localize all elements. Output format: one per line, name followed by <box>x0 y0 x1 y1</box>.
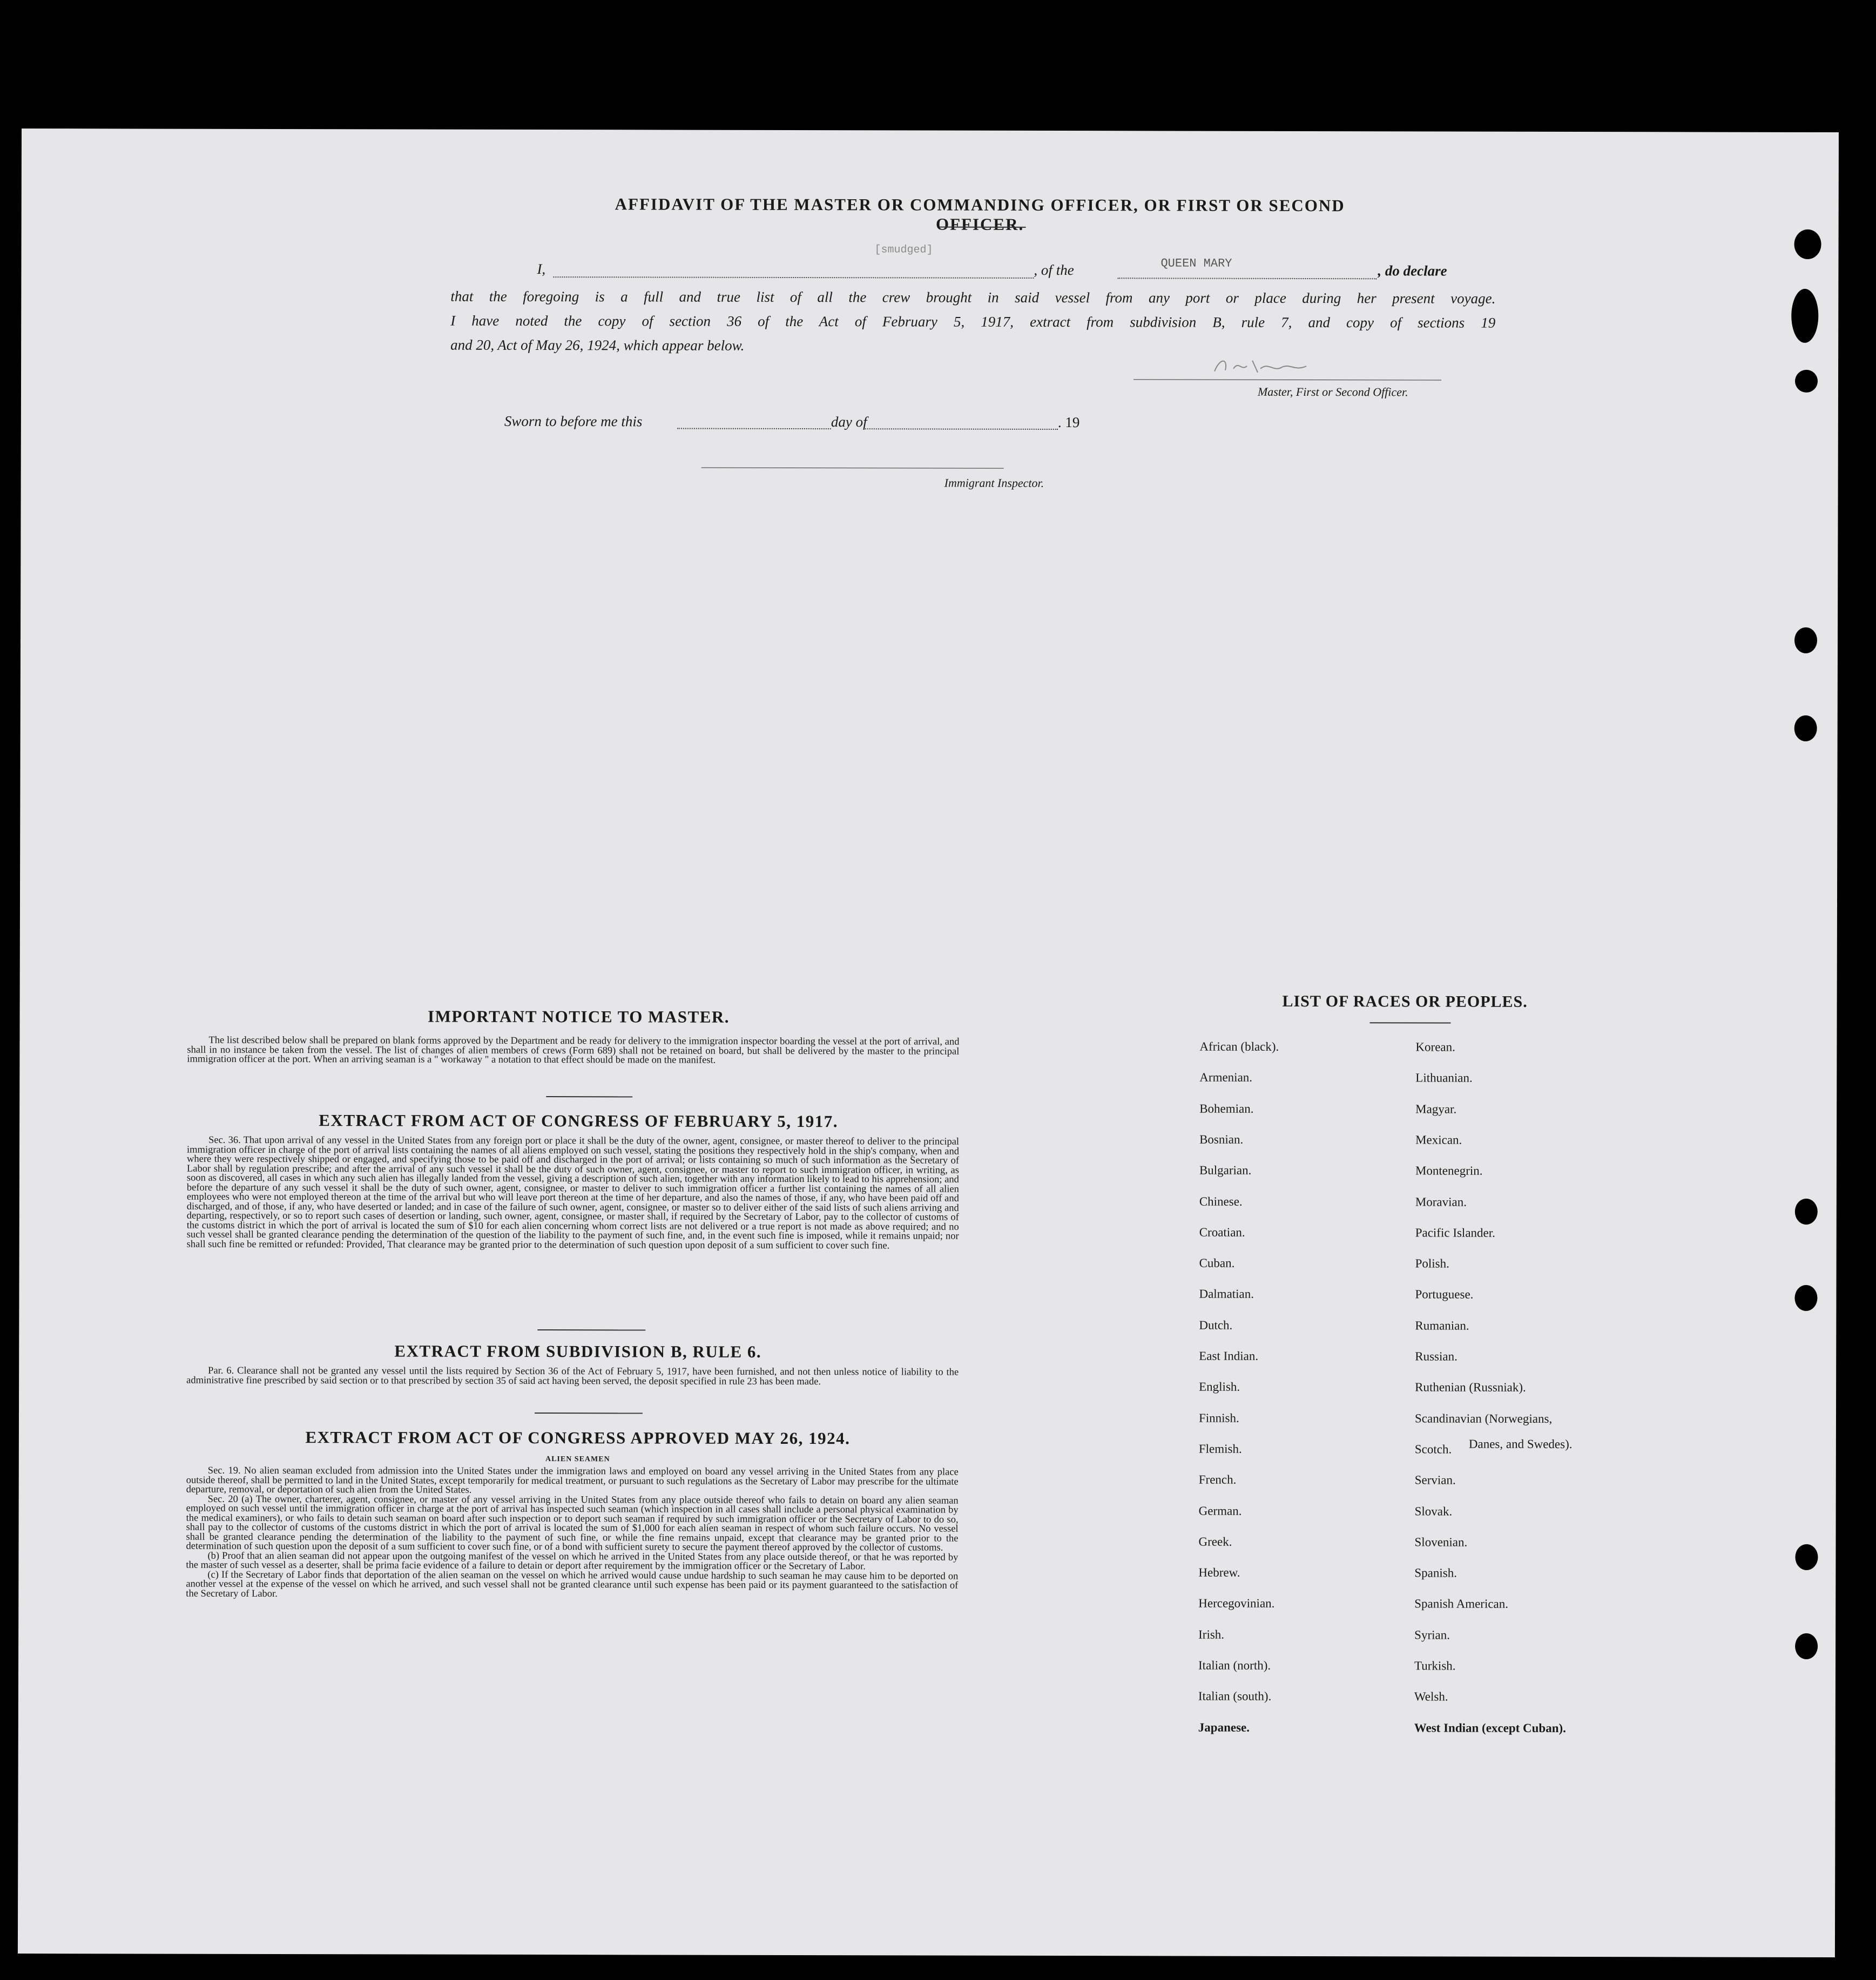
binder-hole <box>1795 1544 1818 1570</box>
race-item: Rumanian. <box>1415 1319 1469 1333</box>
race-item: Bulgarian. <box>1199 1163 1252 1177</box>
race-item: Welsh. <box>1414 1690 1448 1704</box>
race-item: German. <box>1198 1504 1242 1518</box>
race-item: West Indian (except Cuban). <box>1414 1721 1566 1735</box>
extract-1917-heading: EXTRACT FROM ACT OF CONGRESS OF FEBRUARY 5, 1917. <box>319 1111 839 1131</box>
race-item: Slovenian. <box>1414 1535 1468 1549</box>
extract-1924-heading: EXTRACT FROM ACT OF CONGRESS APPROVED MAY 26, 1924. <box>305 1428 851 1448</box>
vessel-line <box>1117 278 1376 279</box>
race-item: Mexican. <box>1415 1133 1462 1147</box>
declaration-text <box>450 285 1495 360</box>
race-item: Cuban. <box>1199 1256 1235 1270</box>
i-label: I, <box>537 260 546 278</box>
race-item: Armenian. <box>1199 1070 1253 1085</box>
name-line <box>553 276 1034 279</box>
race-item: Turkish. <box>1414 1659 1456 1673</box>
extract-1924-text <box>186 1467 959 1600</box>
notice-divider <box>546 1096 632 1097</box>
race-item: Spanish American. <box>1414 1597 1509 1611</box>
declaration-line-1: that the foregoing is a full and true list of all the crew brought in said vessel from any port or place during her present voyage. <box>450 288 1496 307</box>
sec-20c-text: (c) If the Secretary of Labor finds that deportation of the alien seaman on the vessel on which he arrived would cause undue hardship to such seaman he may cause him to be deported on another vessel at the expense of the vessel on which he arrived, and such vessel shall not be granted clearance until such expense has been paid or its payment guaranteed to the satisfaction of the Secretary of Labor. <box>186 1569 959 1599</box>
notice-heading: IMPORTANT NOTICE TO MASTER. <box>427 1006 730 1026</box>
race-item: East Indian. <box>1199 1349 1259 1363</box>
race-item: Portuguese. <box>1415 1287 1474 1302</box>
subdivision-b-heading: EXTRACT FROM SUBDIVISION B, RULE 6. <box>394 1341 762 1361</box>
race-item: Italian (south). <box>1198 1689 1272 1704</box>
race-item: Pacific Islander. <box>1415 1226 1495 1240</box>
race-item: Scandinavian (Norwegians, <box>1414 1411 1553 1425</box>
sworn-day-line <box>677 428 831 430</box>
master-name-stamp: [smudged] <box>874 244 933 256</box>
race-scandinavian-cont: Danes, and Swedes). <box>1468 1437 1573 1451</box>
race-item: Spanish. <box>1414 1566 1457 1580</box>
races-right-column <box>22 129 1839 132</box>
binder-hole <box>1795 370 1818 393</box>
binder-hole <box>1794 229 1821 259</box>
race-item: Greek. <box>1198 1535 1232 1549</box>
inspector-signature-line <box>701 468 1004 469</box>
sec-20b-text: (b) Proof that an alien seaman did not appear upon the outgoing manifest of the vessel on which he arrived in the United States from any place outside thereof, or that he was reported by the master of such vessel as a deserter, shall be prima facie evidence of a failure to detain or deport after requirement by the immigration officer or the Secretary of Labor. <box>186 1550 959 1572</box>
sworn-label: Sworn to before me this <box>504 413 643 430</box>
race-item: Slovak. <box>1414 1504 1453 1518</box>
binder-hole <box>1795 1199 1818 1225</box>
race-item: Russian. <box>1415 1349 1457 1363</box>
race-item: Lithuanian. <box>1415 1071 1473 1085</box>
declaration-line-2: I have noted the copy of section 36 of the Act of February 5, 1917, extract from subdivision B, rule 7, and copy of sections 19 <box>450 312 1496 331</box>
sworn-month-line <box>863 428 1058 430</box>
signature-label: Master, First or Second Officer. <box>1257 384 1408 399</box>
binder-hole <box>1795 1633 1818 1659</box>
day-of-label: day of <box>831 414 867 430</box>
race-item: Syrian. <box>1414 1628 1450 1642</box>
race-item: Montenegrin. <box>1415 1164 1483 1178</box>
race-item: Dutch. <box>1199 1318 1233 1332</box>
race-item: Polish. <box>1415 1256 1449 1271</box>
race-item: Bohemian. <box>1199 1101 1254 1116</box>
binder-hole <box>1794 715 1817 741</box>
race-item: English. <box>1199 1380 1240 1394</box>
subdivision-b-text: Par. 6. Clearance shall not be granted any vessel until the lists required by Section 36 of the Act of February 5, 1917, have been furnished, and not then unless notice of liability to the administrative fine prescribed by said section or to that prescribed by section 35 of said act having been served, the deposit specified in rule 23 has been made. <box>186 1365 959 1387</box>
year-prefix: . 19 <box>1057 414 1080 431</box>
race-item: Servian. <box>1414 1473 1456 1487</box>
binder-hole <box>1794 627 1817 653</box>
race-item: Croatian. <box>1199 1225 1245 1239</box>
extract-1917-divider <box>537 1329 645 1330</box>
race-item: Bosnian. <box>1199 1132 1244 1146</box>
race-item: Magyar. <box>1415 1102 1457 1116</box>
race-item: Dalmatian. <box>1199 1287 1254 1301</box>
race-item: Japanese. <box>1198 1720 1250 1734</box>
notice-text: The list described below shall be prepared on blank forms approved by the Department and be ready for delivery to the immigration inspector boarding the vessel at the port of arrival, and shall in no instance be taken from the vessel. The list of changes of alien members of crews (Form 689) shall not be retained on board, but shall be delivered by the master to the principal immigration officer at the port. When an arriving seaman is a " workaway " a notation to that effect should be made on the manifest. <box>187 1035 960 1066</box>
race-item: Korean. <box>1415 1040 1455 1054</box>
signature <box>1209 355 1317 377</box>
race-item: Irish. <box>1198 1627 1225 1641</box>
race-item: Italian (north). <box>1198 1658 1271 1672</box>
do-declare-label: , do declare <box>1378 262 1447 279</box>
race-item: Chinese. <box>1199 1194 1243 1208</box>
race-item: Finnish. <box>1198 1411 1239 1425</box>
title-underline <box>940 227 1026 228</box>
race-item: Hercegovinian. <box>1198 1596 1275 1611</box>
extract-1917-text: Sec. 36. That upon arrival of any vessel in the United States from any foreign port or place it shall be the duty of the owner, agent, consignee, or master thereof to deliver to the principal immigration officer in charge of the port of arrival lists containing the names of all aliens employed on such vessel, stating the positions they respectively hold in the ship's company, when and where they were respectively shipped or engaged, and specifying those to be paid off and discharged in the port of arrival; or lists containing so much of such information as the Secretary of Labor shall by regulation prescribe; and after the arrival of any such vessel it shall be the duty of such owner, agent, consignee, or master to report to such immigration officer, in writing, as soon as discovered, all cases in which any such alien has illegally landed from the vessel, giving a description of such alien, together with any information likely to lead to his apprehension; and before the departure of any such vessel it shall be the duty of such owner, agent, consignee, or master to deliver to such immigration officer a further list containing the names of all alien employees who were not employed thereon at the time of the arrival but who will leave port thereon at the time of her departure, and also the names of those, if any, who have been paid off and discharged, and of those, if any, who have deserted or landed; and in case of the failure of such owner, agent, consignee, or master so to deliver either of the said lists of such aliens arriving and departing, respectively, or so to report such cases of desertion or landing, such owner, agent, consignee, or master shall, if required by the Secretary of Labor, pay to the collector of customs of the customs district in which the port of arrival is located the sum of $10 for each alien concerning whom correct lists are not delivered or a true report is not made as above required; and no such vessel shall be granted clearance pending the determination of the question of the liability to the payment of such fine, and, in the event such fine is imposed, while it remains unpaid; nor shall such fine be remitted or refunded: Provided, That clearance may be granted prior to the determination of such question upon deposit of a sum sufficient to cover such fine. <box>186 1134 960 1251</box>
race-item: Flemish. <box>1198 1442 1242 1456</box>
document-page <box>18 129 1839 1957</box>
race-item: Ruthenian (Russniak). <box>1415 1380 1526 1395</box>
alien-seamen-subheading: ALIEN SEAMEN <box>545 1455 610 1464</box>
race-item: African (black). <box>1199 1039 1279 1053</box>
sec-19-text: Sec. 19. No alien seaman excluded from admission into the United States under the immigration laws and employed on board any vessel arriving in the United States from any place outside thereof, shall be permitted to land in the United States, except temporarily for medical treatment, or pursuant to such regulations as the Secretary of Labor may prescribe for the ultimate departure, removal, or deportation of such alien from the United States. <box>186 1465 959 1496</box>
race-item: Scotch. <box>1414 1442 1452 1456</box>
races-left-column <box>22 129 1839 132</box>
of-the-label: , of the <box>1034 261 1074 279</box>
races-heading: LIST OF RACES OR PEOPLES. <box>1282 992 1528 1011</box>
declaration-line-3: and 20, Act of May 26, 1924, which appear below. <box>450 336 745 354</box>
binder-hole <box>1794 1285 1817 1311</box>
race-item: Hebrew. <box>1198 1565 1240 1579</box>
binder-hole <box>1791 289 1818 343</box>
sec-20a-text: Sec. 20 (a) The owner, charterer, agent, consignee, or master of any vessel arriving in the United States from any place outside thereof who fails to detain on board any alien seaman employed on such vessel until the immigration officer in charge at the port of arrival has inspected such seaman (which inspection in all cases shall include a personal physical examination by the medical examiners), or who fails to detain such seaman on board after such inspection or to deport such seaman if required by such immigration officer or the Secretary of Labor to do so, shall pay to the collector of customs of the customs district in which the port of arrival is located the sum of $1,000 for each alien seaman in respect of whom such failure occurs. No vessel shall be granted clearance pending the determination of the liability to the payment of such fine, or while the fine remains unpaid, except that clearance may be granted prior to the determination of such question upon the deposit of a sum sufficient to cover such fine, or of a bond with sufficient surety to secure the payment thereof approved by the collector of customs. <box>186 1494 959 1553</box>
race-item: Moravian. <box>1415 1194 1467 1209</box>
subdivision-b-divider <box>535 1413 643 1414</box>
affidavit-title: AFFIDAVIT OF THE MASTER OR COMMANDING OFFICER, OR FIRST OR SECOND OFFICER. <box>615 194 1345 234</box>
race-item: French. <box>1198 1472 1237 1486</box>
races-divider <box>1370 1022 1451 1023</box>
inspector-label: Immigrant Inspector. <box>944 476 1044 490</box>
vessel-name: QUEEN MARY <box>1160 256 1232 271</box>
signature-line <box>1133 379 1441 380</box>
